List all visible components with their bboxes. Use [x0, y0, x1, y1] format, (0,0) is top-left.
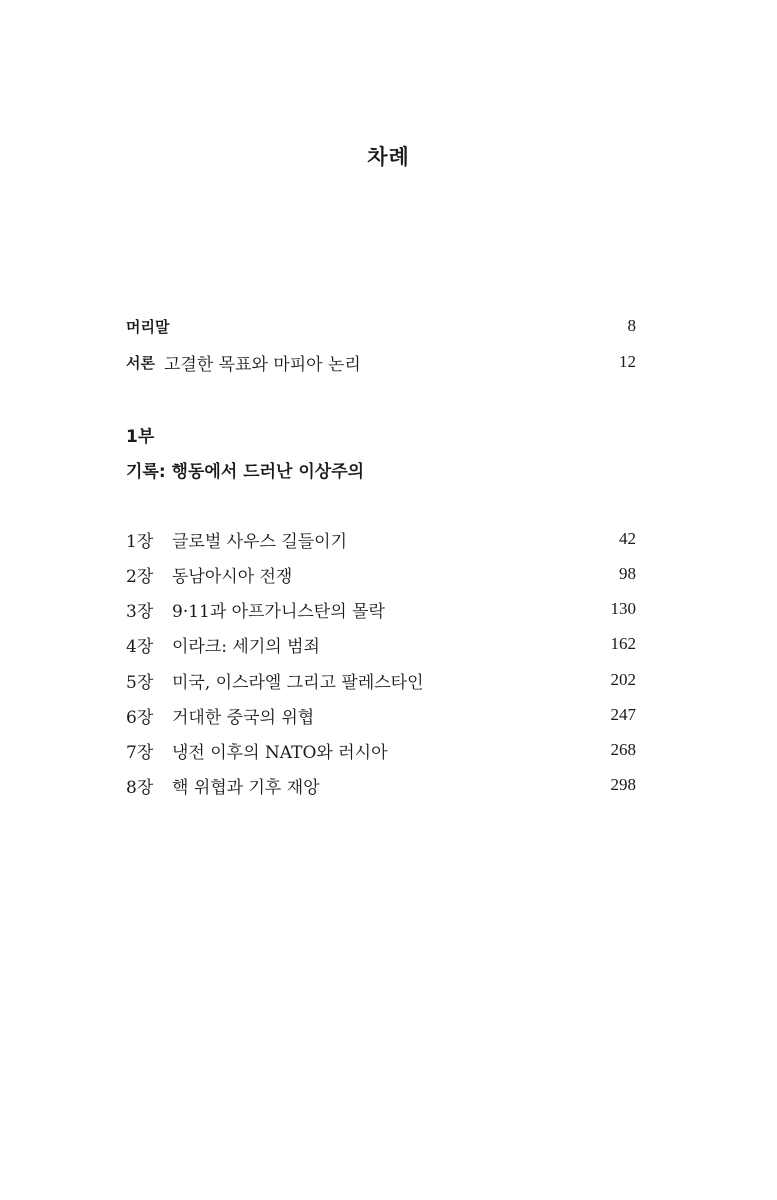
chapter-number: 4장 [126, 636, 154, 657]
toc-entry-chapter[interactable] [126, 560, 636, 588]
chapter-page-number: 162 [610, 634, 636, 653]
chapter-number: 8장 [126, 777, 154, 798]
page-title: 차례 [367, 145, 410, 169]
entry-label: 서론 [126, 353, 155, 372]
chapter-page-number: 202 [610, 670, 636, 689]
part-title: 기록: 행동에서 드러난 이상주의 [126, 462, 365, 482]
chapter-page-number: 268 [610, 740, 636, 759]
chapter-number: 7장 [126, 742, 154, 763]
chapter-title: 이라크: 세기의 범죄 [172, 636, 320, 657]
chapter-title: 거대한 중국의 위협 [172, 707, 315, 728]
chapter-title: 냉전 이후의 NATO와 러시아 [172, 742, 388, 763]
entry-title: 고결한 목표와 마피아 논리 [163, 354, 361, 375]
chapter-title: 글로벌 사우스 길들이기 [172, 531, 348, 552]
toc-entry-chapter[interactable] [126, 736, 636, 764]
chapter-number: 3장 [126, 601, 154, 622]
chapter-title: 미국, 이스라엘 그리고 팔레스타인 [172, 672, 424, 693]
toc-entry-chapter[interactable] [126, 666, 636, 694]
toc-entry-chapter[interactable] [126, 630, 636, 658]
chapter-page-number: 130 [610, 599, 636, 618]
chapter-number: 5장 [126, 672, 154, 693]
chapter-page-number: 298 [610, 775, 636, 794]
toc-entry-introduction[interactable] [126, 348, 636, 376]
chapter-page-number: 42 [619, 529, 636, 548]
chapter-title: 핵 위협과 기후 재앙 [172, 777, 320, 798]
entry-page-number: 8 [627, 316, 636, 335]
chapter-title: 9·11과 아프가니스탄의 몰락 [172, 601, 385, 622]
chapter-number: 2장 [126, 566, 154, 587]
chapter-page-number: 98 [619, 564, 636, 583]
chapter-number: 1장 [126, 531, 154, 552]
toc-entry-chapter[interactable] [126, 525, 636, 553]
entry-page-number: 12 [619, 352, 636, 371]
chapter-page-number: 247 [610, 705, 636, 724]
toc-entry-chapter[interactable] [126, 595, 636, 623]
part-number: 1부 [126, 427, 155, 447]
entry-label: 머리말 [126, 317, 170, 336]
toc-entry-chapter[interactable] [126, 701, 636, 729]
toc-entry-chapter[interactable] [126, 771, 636, 799]
chapter-number: 6장 [126, 707, 154, 728]
toc-entry-preface[interactable] [126, 312, 636, 340]
chapter-title: 동남아시아 전쟁 [172, 566, 293, 587]
